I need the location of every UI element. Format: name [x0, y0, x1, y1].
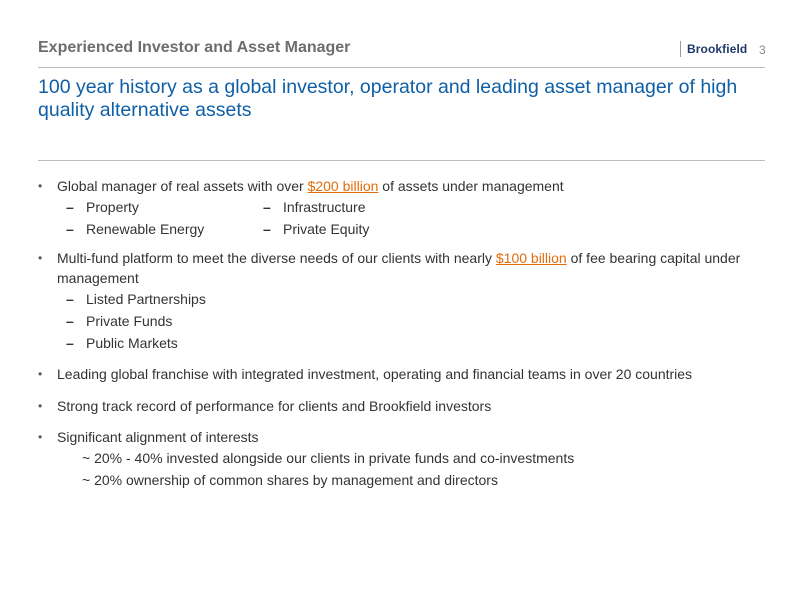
sub-row — [38, 288, 758, 310]
sub-row — [38, 218, 758, 240]
dash-icon: – — [263, 199, 271, 215]
sub-item-renewable-energy — [38, 218, 251, 240]
bullet-alignment — [38, 427, 758, 447]
sub-row — [38, 332, 758, 354]
sub-item-private-funds — [38, 310, 251, 332]
bullet-real-assets — [38, 176, 758, 196]
sub-item-public-markets — [38, 332, 251, 354]
sub-item-label: Private Funds — [86, 313, 173, 329]
dash-icon: – — [66, 335, 74, 351]
bullet-text: Strong track record of performance for clients and Brookfield investors — [57, 398, 492, 414]
bullet-icon: • — [38, 430, 43, 444]
sub-item-label: Renewable Energy — [86, 221, 205, 237]
bullet-text: Leading global franchise with integrated investment, operating and financial teams in over 20 countries — [57, 366, 693, 382]
sub-item-ownership: ~ 20% ownership of common shares by management and directors — [82, 472, 498, 488]
bullet-icon: • — [38, 399, 43, 413]
dash-icon: – — [66, 199, 74, 215]
bullet-track-record — [38, 396, 758, 416]
aum-link[interactable]: $200 billion — [307, 178, 379, 194]
bullet-text: Significant alignment of interests — [57, 429, 259, 445]
logo-divider — [680, 41, 681, 57]
bullet-text: Global manager of real assets with over — [57, 178, 308, 194]
page-number: 3 — [759, 43, 766, 57]
bullet-multi-fund — [38, 248, 758, 288]
subtitle-divider — [38, 160, 765, 161]
sub-item-private-equity — [251, 218, 483, 240]
bullet-text: of assets under management — [378, 178, 564, 194]
sub-row — [38, 310, 758, 332]
fee-capital-link[interactable]: $100 billion — [495, 250, 567, 266]
sub-item-label: Private Equity — [283, 221, 370, 237]
sub-item-label: Public Markets — [86, 335, 178, 351]
sub-item-label: Infrastructure — [283, 199, 366, 215]
sub-item-listed-partnerships — [38, 288, 251, 310]
bullet-text: of fee bearing capital under management — [57, 250, 741, 286]
sub-item-infrastructure — [251, 196, 483, 218]
dash-icon: – — [66, 291, 74, 307]
sub-item-co-investment: ~ 20% - 40% invested alongside our clients in private funds and co-investments — [82, 450, 575, 466]
bullet-icon: • — [38, 179, 43, 193]
dash-icon: – — [66, 313, 74, 329]
bullet-icon: • — [38, 367, 43, 381]
logo-text: Brookfield — [687, 42, 748, 56]
bullet-icon: • — [38, 251, 43, 265]
header-divider — [38, 67, 765, 68]
sub-item-label: Listed Partnerships — [86, 291, 206, 307]
bullet-text: Multi-fund platform to meet the diverse needs of our clients with nearly — [57, 250, 496, 266]
sub-row — [38, 196, 758, 218]
dash-icon: – — [66, 221, 74, 237]
slide-header-title: Experienced Investor and Asset Manager — [38, 39, 351, 56]
sub-item-label: Property — [86, 199, 139, 215]
bullet-global-franchise — [38, 364, 758, 384]
slide-body — [38, 176, 758, 491]
brookfield-logo — [680, 39, 747, 59]
slide-subtitle: 100 year history as a global investor, operator and leading asset manager of high quality alternative assets — [38, 76, 738, 121]
dash-icon: – — [263, 221, 271, 237]
sub-item-property — [38, 196, 251, 218]
